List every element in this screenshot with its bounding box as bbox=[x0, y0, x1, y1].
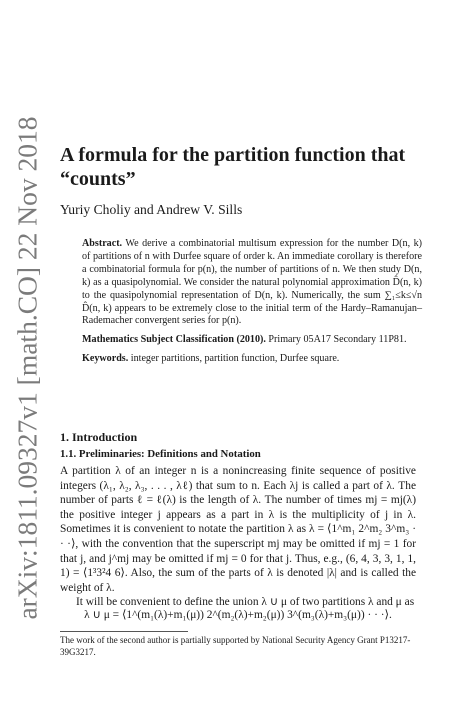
msc-paragraph bbox=[82, 334, 422, 347]
abstract-block bbox=[82, 238, 422, 372]
abstract-text: We derive a combinatorial multisum expression for the number D(n, k) of partitions of n with Durfee square of order k. An immediate corollary is therefore a combinatorial formula for p(n), the number of partitions of n. We then study D(n, k) as a quasipolynomial. We consider the natural polynomial approximation D̂(n, k) to the quasipolynomial representation of D(n, k). Numerically, the sum ∑₁≤k≤√n D̂(n, k) appears to be extremely close to the initial term of the Hardy–Ramanujan–Rademacher convergent series for p(n). bbox=[82, 238, 422, 327]
arxiv-stamp bbox=[6, 38, 50, 698]
body-paragraph-2: It will be convenient to define the union λ ∪ μ of two partitions λ and μ as bbox=[76, 596, 415, 609]
msc-text: Primary 05A17 Secondary 11P81. bbox=[265, 334, 407, 346]
arxiv-stamp-text: arXiv:1811.09327v1 [math.CO] 22 Nov 2018 bbox=[12, 116, 44, 620]
union-equation: λ ∪ μ = ⟨1^(m₁(λ)+m₁(μ)) 2^(m₂(λ)+m₂(μ)) 3^(m₃(λ)+m₃(μ)) · · ·⟩. bbox=[84, 609, 392, 621]
body-paragraph-1: A partition λ of an integer n is a nonincreasing finite sequence of positive integers (λ₁, λ₂, λ₃, . . . , λℓ) that sum to n. Each λj is called a part of λ. The number of parts ℓ = ℓ(λ) is the length of λ. The number of times mj = mj(λ) the positive integer j appears as a part in λ is the multiplicity of j in λ. Sometimes it is convenient to notate the partition λ as λ = ⟨1^m₁ 2^m₂ 3^m₃ · · ·⟩, with the convention that the superscript mj may be omitted if mj = 1 for that j, and j^mj may be omitted if mj = 0 for that j. Thus, e.g., (6, 4, 3, 3, 1, 1, 1) = ⟨1³3²4 6⟩. Also, the sum of the parts of λ is denoted |λ| and is called the weight of λ. bbox=[60, 465, 416, 594]
msc-label: Mathematics Subject Classification (2010). bbox=[82, 334, 266, 346]
keywords-label: Keywords. bbox=[82, 353, 129, 365]
paper-title: A formula for the partition function that “counts” bbox=[60, 144, 406, 190]
footnote-rule bbox=[60, 631, 188, 632]
abstract-label: Abstract. bbox=[82, 238, 123, 249]
keywords-paragraph bbox=[82, 353, 422, 366]
abstract-paragraph bbox=[82, 238, 422, 328]
paper-authors: Yuriy Choliy and Andrew V. Sills bbox=[60, 202, 243, 217]
body-text bbox=[60, 464, 416, 610]
keywords-text: integer partitions, partition function, Durfee square. bbox=[128, 353, 340, 365]
footnote: The work of the second author is partially supported by National Security Agency Grant P13217-39G3217. bbox=[60, 635, 411, 657]
section-heading: 1. Introduction bbox=[60, 430, 138, 444]
subsection-heading: 1.1. Preliminaries: Definitions and Notation bbox=[60, 448, 261, 460]
